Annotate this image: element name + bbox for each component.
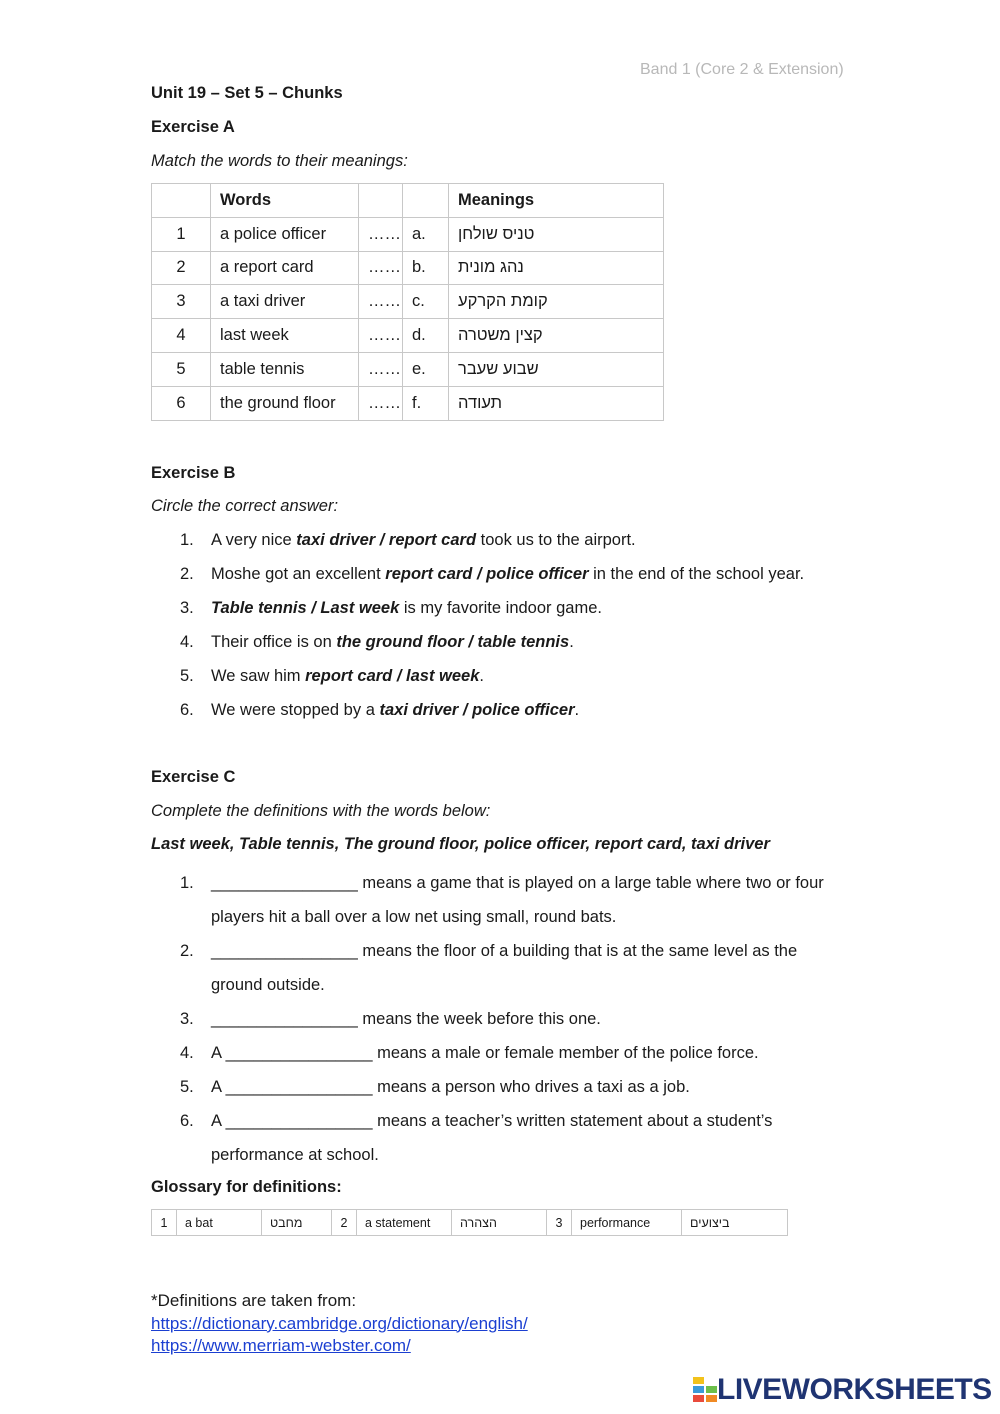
definition-text[interactable]: ________________ means the floor of a building that is at the same level as the ground outside. — [211, 942, 798, 994]
item-text: Moshe got an excellent — [211, 565, 386, 583]
word-cell: a report card — [211, 251, 359, 285]
row-number: 5 — [152, 352, 211, 386]
answer-blank[interactable]: …… — [359, 251, 403, 285]
item-text: . — [479, 667, 484, 685]
liveworksheets-logo — [693, 1374, 992, 1406]
meaning-text: תעודה — [458, 393, 503, 412]
answer-blank[interactable]: …… — [359, 319, 403, 353]
table-row — [152, 386, 664, 420]
row-number: 2 — [152, 251, 211, 285]
item-number: 6. — [180, 1112, 194, 1130]
exercise-b-list — [151, 523, 851, 727]
meaning-text: קומת הקרקע — [458, 292, 548, 311]
meaning-text: שבוע שעבר — [458, 359, 539, 378]
word-cell: a police officer — [211, 217, 359, 251]
item-text: is my favorite indoor game. — [399, 599, 602, 617]
list-item — [151, 625, 851, 659]
item-number: 1. — [180, 874, 194, 892]
list-item — [151, 1002, 851, 1036]
list-item — [151, 1104, 851, 1172]
item-text: in the end of the school year. — [588, 565, 805, 583]
meaning-text: נהג מונית — [458, 258, 524, 277]
meaning-text: טניס שולחן — [458, 224, 535, 243]
answer-blank[interactable]: …… — [359, 217, 403, 251]
list-item — [151, 1070, 851, 1104]
item-number: 5. — [180, 667, 194, 685]
list-item — [151, 934, 851, 1002]
item-text: took us to the airport. — [476, 531, 636, 549]
exercise-c-instruction: Complete the definitions with the words below: — [151, 802, 491, 820]
band-label: Band 1 (Core 2 & Extension) — [640, 61, 844, 78]
list-item — [151, 591, 851, 625]
answer-blank[interactable]: …… — [359, 352, 403, 386]
glossary-translation — [452, 1210, 547, 1236]
meaning-cell — [449, 251, 664, 285]
header-words: Words — [211, 184, 359, 218]
item-number: 6. — [180, 701, 194, 719]
meaning-cell — [449, 319, 664, 353]
exercise-b-title: Exercise B — [151, 464, 236, 482]
glossary-table — [151, 1209, 788, 1236]
table-row — [152, 251, 664, 285]
list-item — [151, 557, 851, 591]
row-number: 1 — [152, 217, 211, 251]
table-row — [152, 319, 664, 353]
glossary-title: Glossary for definitions: — [151, 1178, 342, 1196]
glossary-hebrew: מחבט — [270, 1215, 303, 1230]
answer-blank[interactable]: …… — [359, 285, 403, 319]
item-text: A very nice — [211, 531, 297, 549]
logo-text: LIVEWORKSHEETS — [717, 1373, 992, 1406]
glossary-number: 3 — [547, 1210, 572, 1236]
glossary-number: 2 — [332, 1210, 357, 1236]
item-number: 3. — [180, 599, 194, 617]
row-number: 3 — [152, 285, 211, 319]
meaning-letter: f. — [403, 386, 449, 420]
exercise-b-instruction: Circle the correct answer: — [151, 497, 339, 515]
definition-text[interactable]: ________________ means the week before this one. — [211, 1010, 601, 1028]
header-empty — [152, 184, 211, 218]
exercise-a-title: Exercise A — [151, 118, 235, 136]
glossary-term: a bat — [177, 1210, 262, 1236]
list-item — [151, 866, 851, 934]
word-cell: a taxi driver — [211, 285, 359, 319]
glossary-term: performance — [572, 1210, 682, 1236]
glossary-number: 1 — [152, 1210, 177, 1236]
list-item — [151, 523, 851, 557]
glossary-hebrew: ביצועים — [690, 1215, 730, 1230]
answer-blank[interactable]: …… — [359, 386, 403, 420]
matching-table — [151, 183, 664, 421]
item-text: We saw him — [211, 667, 306, 685]
glossary-hebrew: הצהרה — [460, 1215, 497, 1230]
table-row — [152, 285, 664, 319]
item-number: 3. — [180, 1010, 194, 1028]
word-cell: table tennis — [211, 352, 359, 386]
merriam-webster-link[interactable]: https://www.merriam-webster.com/ — [151, 1336, 411, 1355]
cambridge-link[interactable]: https://dictionary.cambridge.org/dictionary/english/ — [151, 1313, 528, 1333]
item-text: . — [569, 633, 574, 651]
definition-text[interactable]: A ________________ means a male or female member of the police force. — [211, 1044, 759, 1062]
answer-choice[interactable]: Table tennis / Last week — [211, 599, 400, 617]
row-number: 4 — [152, 319, 211, 353]
definition-text[interactable]: ________________ means a game that is played on a large table where two or four players hit a ball over a low net using small, round bats. — [211, 874, 824, 926]
meaning-letter: c. — [403, 285, 449, 319]
exercise-c-title: Exercise C — [151, 768, 236, 786]
item-text: Their office is on — [211, 633, 337, 651]
word-cell: the ground floor — [211, 386, 359, 420]
meaning-cell — [449, 386, 664, 420]
definition-text[interactable]: A ________________ means a person who drives a taxi as a job. — [211, 1078, 690, 1096]
item-number: 2. — [180, 565, 194, 583]
answer-choice[interactable]: report card / last week — [305, 667, 480, 685]
answer-choice[interactable]: the ground floor / table tennis — [336, 633, 570, 651]
answer-choice[interactable]: taxi driver / police officer — [379, 701, 575, 719]
logo-blocks-icon — [693, 1377, 717, 1403]
glossary-translation — [682, 1210, 788, 1236]
meaning-letter: d. — [403, 319, 449, 353]
row-number: 6 — [152, 386, 211, 420]
definition-text[interactable]: A ________________ means a teacher’s written statement about a student’s performance at school. — [211, 1112, 773, 1164]
list-item — [151, 1036, 851, 1070]
list-item — [151, 659, 851, 693]
header-empty — [359, 184, 403, 218]
item-number: 5. — [180, 1078, 194, 1096]
sources-label: *Definitions are taken from: — [151, 1291, 357, 1310]
meaning-letter: a. — [403, 217, 449, 251]
table-row — [152, 352, 664, 386]
meaning-cell — [449, 285, 664, 319]
glossary-translation — [262, 1210, 332, 1236]
answer-choice[interactable]: report card / police officer — [385, 565, 589, 583]
meaning-cell — [449, 352, 664, 386]
exercise-a-instruction: Match the words to their meanings: — [151, 152, 408, 170]
sources-block — [151, 1290, 528, 1358]
meaning-letter: e. — [403, 352, 449, 386]
exercise-c-list — [151, 866, 851, 1172]
item-number: 1. — [180, 531, 194, 549]
page-title: Unit 19 – Set 5 – Chunks — [151, 84, 343, 102]
header-meanings: Meanings — [449, 184, 664, 218]
glossary-term: a statement — [357, 1210, 452, 1236]
item-text: We were stopped by a — [211, 701, 380, 719]
header-empty — [403, 184, 449, 218]
meaning-letter: b. — [403, 251, 449, 285]
answer-choice[interactable]: taxi driver / report card — [296, 531, 477, 549]
item-number: 4. — [180, 1044, 194, 1062]
table-header-row — [152, 184, 664, 218]
table-row — [152, 217, 664, 251]
meaning-text: קצין משטרה — [458, 326, 543, 345]
meaning-cell — [449, 217, 664, 251]
word-cell: last week — [211, 319, 359, 353]
word-bank: Last week, Table tennis, The ground floor, police officer, report card, taxi driver — [151, 835, 770, 853]
list-item — [151, 693, 851, 727]
item-text: . — [574, 701, 580, 719]
table-row — [152, 1210, 788, 1236]
item-number: 2. — [180, 942, 194, 960]
item-number: 4. — [180, 633, 194, 651]
